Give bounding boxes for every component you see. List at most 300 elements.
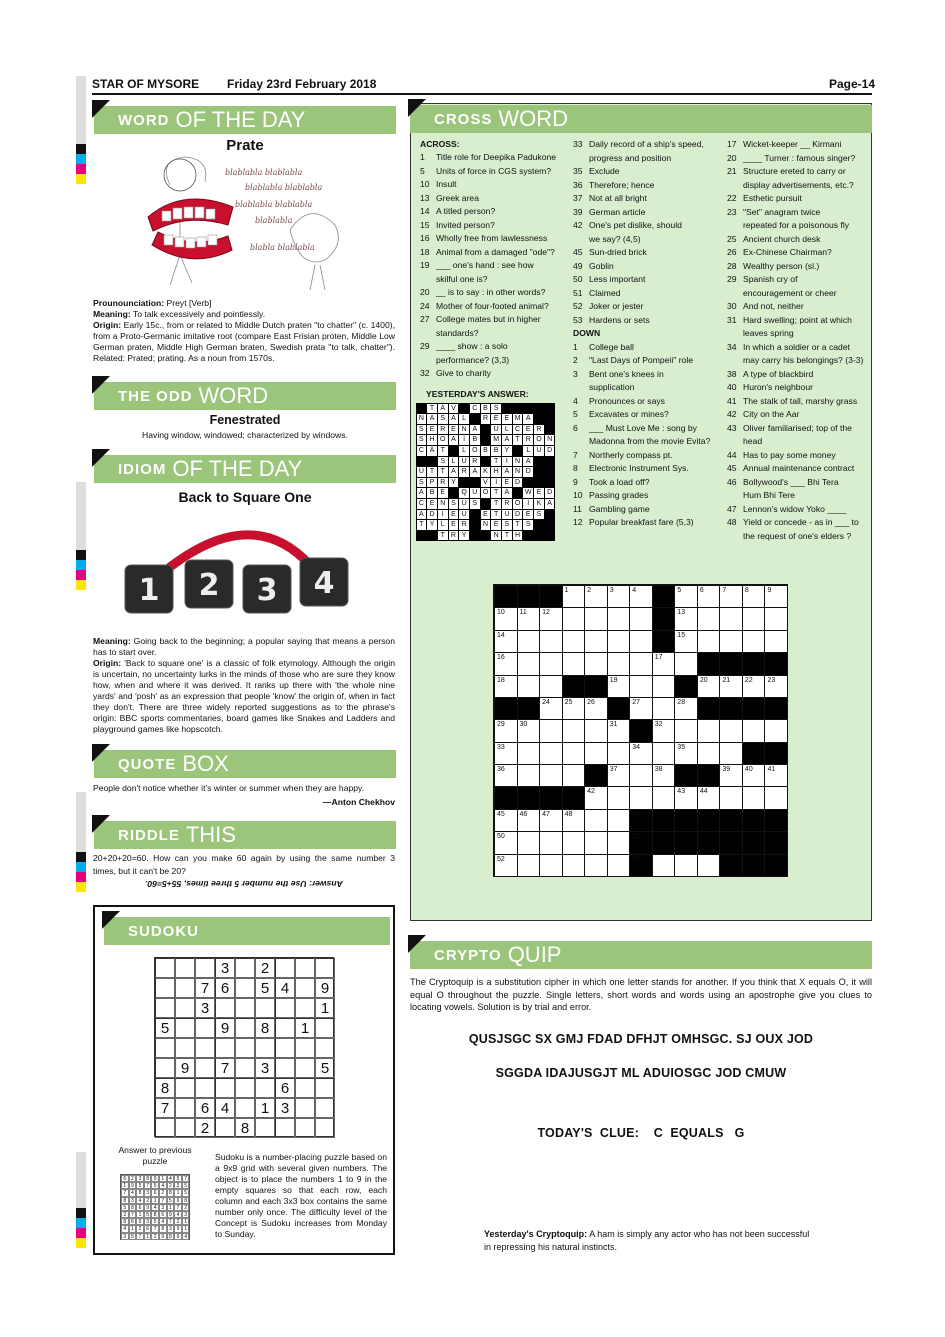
crossword-cell[interactable] (607, 854, 631, 877)
sudoku-previous-cell: 1 (182, 1218, 190, 1225)
sudoku-cell[interactable]: 5 (255, 978, 275, 998)
sudoku-cell[interactable] (195, 1018, 215, 1038)
crossword-cell[interactable]: 15 (674, 630, 698, 653)
sudoku-cell[interactable] (295, 1078, 315, 1098)
crossword-cell[interactable]: 21 (719, 675, 743, 698)
yesterday-cell (534, 414, 544, 424)
crossword-grid (493, 584, 788, 877)
sudoku-cell[interactable] (275, 998, 295, 1018)
crossword-cell[interactable] (517, 652, 541, 675)
corner-mark (92, 449, 110, 467)
crossword-cell[interactable]: 32 (652, 719, 676, 742)
crossword-cell[interactable]: 38 (652, 764, 676, 787)
registration-mark (76, 1228, 86, 1238)
yesterday-cell: T (491, 499, 501, 509)
sudoku-cell[interactable]: 1 (295, 1018, 315, 1038)
sudoku-cell[interactable] (215, 1038, 235, 1058)
crossword-clue: 33 Daily record of a ship's speed, (573, 139, 704, 149)
crossword-cell[interactable] (719, 786, 743, 809)
yesterday-cell: A (427, 446, 437, 456)
crossword-cell[interactable] (517, 831, 541, 854)
crossword-cell[interactable] (539, 742, 563, 765)
sudoku-previous-cell: 3 (182, 1211, 190, 1218)
sudoku-cell[interactable]: 1 (315, 998, 335, 1018)
sudoku-cell[interactable] (235, 998, 255, 1018)
sudoku-cell[interactable] (255, 1038, 275, 1058)
crossword-block (742, 831, 766, 854)
crossword-clue: 45 Annual maintenance contract (727, 463, 855, 473)
crossword-cell[interactable] (652, 675, 676, 698)
crossword-title: CROSS WORD (410, 105, 872, 133)
crossword-clue: 19 ___ one's hand : see how (420, 260, 534, 270)
crossword-cell[interactable] (764, 607, 788, 630)
crossword-cell[interactable]: 6 (697, 585, 721, 608)
crossword-cell[interactable] (584, 854, 608, 877)
crossword-clue: 29 ____ show : a solo (420, 341, 508, 351)
crossword-cell[interactable] (584, 607, 608, 630)
crossword-cell[interactable] (562, 854, 586, 877)
crossword-cell[interactable]: 52 (494, 854, 518, 877)
crossword-cell[interactable] (539, 764, 563, 787)
sudoku-cell[interactable] (255, 1118, 275, 1138)
sudoku-cell[interactable]: 2 (255, 958, 275, 978)
crossword-cell[interactable] (562, 652, 586, 675)
crossword-block (674, 809, 698, 832)
registration-strip (76, 1152, 86, 1208)
crossword-cell[interactable] (652, 786, 676, 809)
sudoku-cell[interactable] (275, 1018, 295, 1038)
sudoku-previous-cell: 5 (167, 1197, 175, 1204)
sudoku-cell[interactable] (295, 1118, 315, 1138)
crossword-cell[interactable]: 1 (562, 585, 586, 608)
crossword-cell[interactable] (742, 786, 766, 809)
crossword-cell[interactable]: 17 (652, 652, 676, 675)
crossword-cell[interactable] (629, 652, 653, 675)
yesterday-cell: R (470, 457, 480, 467)
sudoku-cell[interactable]: 6 (195, 1098, 215, 1118)
sudoku-cell[interactable] (175, 1098, 195, 1118)
crossword-cell[interactable] (539, 719, 563, 742)
sudoku-cell[interactable] (235, 1058, 255, 1078)
crossword-cell[interactable]: 9 (764, 585, 788, 608)
crossword-cell[interactable]: 41 (764, 764, 788, 787)
sudoku-cell[interactable] (255, 1078, 275, 1098)
sudoku-cell[interactable] (275, 1038, 295, 1058)
sudoku-cell[interactable] (215, 1078, 235, 1098)
sudoku-cell[interactable] (255, 998, 275, 1018)
yesterday-cell: M (514, 415, 521, 423)
sudoku-cell[interactable]: 7 (155, 1098, 175, 1118)
sudoku-cell[interactable]: 5 (155, 1018, 175, 1038)
crossword-cell[interactable] (584, 742, 608, 765)
crossword-cell[interactable]: 40 (742, 764, 766, 787)
crossword-cell[interactable] (607, 652, 631, 675)
crossword-cell[interactable] (607, 742, 631, 765)
crossword-cell[interactable]: 48 (562, 809, 586, 832)
crossword-cell[interactable] (652, 697, 676, 720)
crossword-cell[interactable]: 18 (494, 675, 518, 698)
crossword-cell[interactable]: 20 (697, 675, 721, 698)
sudoku-previous-cell: 6 (129, 1218, 137, 1225)
sudoku-cell[interactable]: 1 (255, 1098, 275, 1118)
crossword-cell[interactable] (764, 630, 788, 653)
crossword-clue: 30 And not, neither (727, 301, 804, 311)
crossword-cell[interactable]: 43 (674, 786, 698, 809)
crossword-cell[interactable]: 16 (494, 652, 518, 675)
yesterday-cell: T (438, 446, 448, 456)
sudoku-cell[interactable] (235, 978, 255, 998)
crossword-cell[interactable] (697, 630, 721, 653)
sudoku-cell[interactable] (155, 1038, 175, 1058)
sudoku-cell[interactable] (215, 998, 235, 1018)
crossword-clue: 22 Esthetic pursuit (727, 193, 802, 203)
sudoku-previous-cell: 8 (167, 1189, 175, 1196)
crossword-cell[interactable] (517, 675, 541, 698)
sudoku-previous-cell: 5 (174, 1175, 182, 1182)
yesterday-cell: R (438, 478, 448, 488)
sudoku-cell[interactable] (175, 1078, 195, 1098)
sudoku-cell[interactable]: 6 (215, 978, 235, 998)
sudoku-cell[interactable] (195, 958, 215, 978)
yesterday-cell: U (459, 499, 469, 509)
sudoku-cell[interactable]: 5 (315, 1058, 335, 1078)
crossword-cell[interactable]: 8 (742, 585, 766, 608)
page-number: Page-14 (828, 77, 875, 91)
crossword-cell[interactable] (562, 607, 586, 630)
crossword-cell[interactable] (584, 719, 608, 742)
sudoku-cell[interactable] (275, 958, 295, 978)
crossword-block (764, 854, 788, 877)
yesterday-cell: O (481, 488, 491, 498)
crossword-cell[interactable] (562, 764, 586, 787)
across-down-clues (573, 138, 715, 530)
sudoku-cell[interactable] (195, 1078, 215, 1098)
sudoku-cell[interactable] (295, 1038, 315, 1058)
yesterday-cell: I (438, 510, 448, 520)
sudoku-previous-cell: 4 (151, 1204, 159, 1211)
sudoku-cell[interactable] (175, 1038, 195, 1058)
sudoku-previous-cell: 4 (167, 1175, 175, 1182)
crossword-cell[interactable] (584, 809, 608, 832)
sudoku-cell[interactable] (315, 1098, 335, 1118)
crossword-clue: DOWN (573, 328, 601, 338)
yesterday-cell: E (438, 488, 448, 498)
sudoku-previous-cell: 6 (121, 1175, 129, 1182)
crossword-cell[interactable] (629, 675, 653, 698)
crossword-cell[interactable] (584, 831, 608, 854)
crossword-cell[interactable]: 47 (539, 809, 563, 832)
sudoku-cell[interactable] (195, 1038, 215, 1058)
crossword-cell[interactable]: 30 (517, 719, 541, 742)
tile-1: 1 (138, 573, 160, 608)
crossword-cell[interactable] (539, 652, 563, 675)
yesterday-cell (545, 531, 555, 541)
crossword-cell[interactable] (719, 742, 743, 765)
crossword-block (697, 697, 721, 720)
crossword-cell[interactable] (607, 630, 631, 653)
crossword-cell[interactable] (674, 719, 698, 742)
yesterday-cell: Y (449, 478, 459, 488)
cryptoquip-line-2: SGGDA IDAJUSGJT ML ADUIOSGC JOD CMUW (495, 1066, 787, 1080)
crossword-clue: Hum Bhi Tere (743, 490, 795, 500)
crossword-cell[interactable] (652, 742, 676, 765)
sudoku-previous-grid (120, 1174, 190, 1240)
sudoku-cell[interactable] (155, 1118, 175, 1138)
crossword-cell[interactable]: 2 (584, 585, 608, 608)
crossword-cell[interactable]: 25 (562, 697, 586, 720)
crossword-cell[interactable] (517, 854, 541, 877)
yesterday-cell: N (513, 467, 523, 477)
crossword-cell[interactable] (607, 809, 631, 832)
sudoku-cell[interactable] (315, 1038, 335, 1058)
sudoku-previous-cell: 1 (144, 1233, 152, 1240)
sudoku-previous-cell: 3 (167, 1225, 175, 1232)
crossword-cell[interactable] (539, 630, 563, 653)
crossword-cell[interactable] (607, 831, 631, 854)
crossword-cell[interactable] (607, 786, 631, 809)
crossword-cell[interactable]: 26 (584, 697, 608, 720)
crossword-cell[interactable] (517, 764, 541, 787)
crossword-cell[interactable] (584, 630, 608, 653)
sudoku-cell[interactable] (155, 978, 175, 998)
yesterday-cell: O (534, 435, 544, 445)
sudoku-cell[interactable] (155, 958, 175, 978)
sudoku-cell[interactable] (235, 1038, 255, 1058)
crossword-block (652, 831, 676, 854)
sudoku-cell[interactable]: 6 (275, 1078, 295, 1098)
crossword-cell[interactable]: 36 (494, 764, 518, 787)
crossword-cell[interactable]: 12 (539, 607, 563, 630)
crossword-block (517, 585, 541, 608)
sudoku-cell[interactable] (175, 1118, 195, 1138)
crossword-cell[interactable] (764, 786, 788, 809)
crossword-cell[interactable] (517, 630, 541, 653)
crossword-cell[interactable]: 35 (674, 742, 698, 765)
crossword-cell[interactable]: 33 (494, 742, 518, 765)
crossword-cell[interactable]: 3 (607, 585, 631, 608)
yesterday-cell: T (513, 435, 523, 445)
sudoku-previous-cell: 1 (174, 1189, 182, 1196)
sudoku-cell[interactable] (295, 998, 315, 1018)
sudoku-cell[interactable] (295, 1058, 315, 1078)
sudoku-cell[interactable]: 4 (275, 978, 295, 998)
yesterday-cell: M (493, 436, 500, 444)
sudoku-cell[interactable]: 8 (155, 1078, 175, 1098)
crossword-block (562, 786, 586, 809)
square-one-illustration (115, 510, 365, 630)
crossword-cell[interactable] (607, 607, 631, 630)
crossword-cell[interactable] (584, 652, 608, 675)
crossword-cell[interactable] (674, 854, 698, 877)
sudoku-cell[interactable] (295, 978, 315, 998)
crossword-cell[interactable] (697, 854, 721, 877)
crossword-cell[interactable] (629, 630, 653, 653)
sudoku-cell[interactable] (235, 1098, 255, 1118)
sudoku-cell[interactable]: 9 (175, 1058, 195, 1078)
sudoku-cell[interactable] (155, 998, 175, 1018)
crossword-cell[interactable]: 31 (607, 719, 631, 742)
yesterday-cell: S (417, 425, 427, 435)
sudoku-cell[interactable]: 4 (215, 1098, 235, 1118)
yesterday-cell: D (513, 478, 523, 488)
sudoku-cell[interactable]: 7 (215, 1058, 235, 1078)
crossword-cell[interactable]: 28 (674, 697, 698, 720)
crossword-cell[interactable]: 34 (629, 742, 653, 765)
yesterday-cell: A (545, 499, 555, 509)
sudoku-cell[interactable] (315, 1118, 335, 1138)
yesterday-cell: E (534, 488, 544, 498)
crossword-cell[interactable] (539, 675, 563, 698)
crossword-cell[interactable] (539, 854, 563, 877)
sudoku-previous-cell: 3 (136, 1175, 144, 1182)
yesterday-cell: R (449, 531, 459, 541)
sudoku-cell[interactable]: 3 (215, 958, 235, 978)
crossword-cell[interactable] (719, 630, 743, 653)
crossword-cell[interactable] (629, 607, 653, 630)
svg-text:blablabla: blablabla (255, 216, 293, 225)
crossword-cell[interactable] (652, 854, 676, 877)
crossword-block (764, 831, 788, 854)
crossword-cell[interactable] (697, 742, 721, 765)
crossword-cell[interactable] (742, 607, 766, 630)
sudoku-cell[interactable] (235, 958, 255, 978)
crossword-cell[interactable] (697, 719, 721, 742)
crossword-clue: progress and position (589, 152, 672, 163)
crossword-cell[interactable]: 37 (607, 764, 631, 787)
sudoku-cell[interactable]: 3 (195, 998, 215, 1018)
crossword-cell[interactable] (539, 831, 563, 854)
crossword-clue: 6 ___ Must Love Me : song by (573, 422, 697, 433)
yesterday-cell: C (513, 425, 523, 435)
registration-mark (76, 560, 86, 570)
crossword-cell[interactable]: 22 (742, 675, 766, 698)
registration-strip (76, 792, 86, 852)
tile-3: 3 (256, 573, 278, 608)
crossword-cell[interactable]: 4 (629, 585, 653, 608)
sudoku-cell[interactable] (235, 1078, 255, 1098)
sudoku-cell[interactable] (175, 998, 195, 1018)
sudoku-cell[interactable]: 9 (215, 1018, 235, 1038)
yesterday-cell: A (449, 435, 459, 445)
crossword-cell[interactable] (562, 719, 586, 742)
crossword-cell[interactable] (674, 652, 698, 675)
sudoku-previous-cell: 6 (174, 1233, 182, 1240)
sudoku-cell[interactable]: 3 (275, 1098, 295, 1118)
sudoku-previous-cell: 2 (167, 1182, 175, 1189)
crossword-cell[interactable]: 11 (517, 607, 541, 630)
crossword-cell[interactable] (562, 742, 586, 765)
sudoku-previous-cell: 8 (182, 1197, 190, 1204)
crossword-cell[interactable] (719, 607, 743, 630)
sudoku-previous-cell: 2 (182, 1204, 190, 1211)
sudoku-previous-cell: 1 (136, 1211, 144, 1218)
yesterday-cell (481, 531, 491, 541)
crossword-clue: 47 Lennon's widow Yoko ____ (727, 503, 847, 514)
sudoku-cell[interactable]: 9 (315, 978, 335, 998)
sudoku-cell[interactable]: 8 (255, 1018, 275, 1038)
yesterday-cell (481, 425, 491, 435)
yesterday-cell (545, 425, 555, 435)
sudoku-cell[interactable] (295, 958, 315, 978)
crossword-cell[interactable]: 23 (764, 675, 788, 698)
sudoku-cell[interactable] (155, 1058, 175, 1078)
sudoku-cell[interactable] (315, 958, 335, 978)
yesterday-cell: C (417, 446, 427, 456)
yesterday-cell: U (417, 467, 427, 477)
crossword-cell[interactable] (697, 607, 721, 630)
sudoku-cell[interactable]: 3 (255, 1058, 275, 1078)
crossword-cell[interactable]: 10 (494, 607, 518, 630)
sudoku-cell[interactable]: 8 (235, 1118, 255, 1138)
sudoku-cell[interactable] (315, 1018, 335, 1038)
crossword-cell[interactable]: 5 (674, 585, 698, 608)
odd-word-word: Fenestrated (209, 413, 281, 427)
crossword-cell[interactable] (629, 786, 653, 809)
sudoku-cell[interactable] (275, 1118, 295, 1138)
sudoku-cell[interactable] (175, 978, 195, 998)
crossword-cell[interactable] (629, 764, 653, 787)
sudoku-cell[interactable] (175, 1018, 195, 1038)
crossword-cell[interactable]: 50 (494, 831, 518, 854)
crossword-cell[interactable]: 24 (539, 697, 563, 720)
sudoku-cell[interactable] (275, 1058, 295, 1078)
crossword-cell[interactable]: 45 (494, 809, 518, 832)
sudoku-previous-cell: 9 (129, 1182, 137, 1189)
crossword-cell[interactable]: 19 (607, 675, 631, 698)
yesterday-cell: A (449, 414, 459, 424)
crossword-cell[interactable] (742, 719, 766, 742)
crossword-cell[interactable] (562, 831, 586, 854)
corner-mark (92, 815, 110, 833)
crossword-cell[interactable]: 39 (719, 764, 743, 787)
sudoku-previous-cell: 7 (151, 1225, 159, 1232)
crossword-cell[interactable]: 14 (494, 630, 518, 653)
sudoku-previous-cell: 4 (129, 1189, 137, 1196)
registration-mark (76, 550, 86, 560)
sudoku-previous-cell: 9 (136, 1218, 144, 1225)
sudoku-cell[interactable]: 7 (195, 978, 215, 998)
crossword-clue: may carry his belongings? (3-3) (743, 355, 864, 365)
yesterday-cell (481, 457, 491, 467)
crossword-clue: Madonna from the movie Evita? (589, 436, 711, 446)
crossword-clue: 34 In which a soldier or a cadet (727, 341, 851, 352)
crossword-cell[interactable] (719, 719, 743, 742)
sudoku-cell[interactable] (175, 958, 195, 978)
crossword-cell[interactable]: 42 (584, 786, 608, 809)
crossword-cell[interactable]: 27 (629, 697, 653, 720)
crossword-cell[interactable] (562, 630, 586, 653)
sudoku-cell[interactable]: 2 (195, 1118, 215, 1138)
sudoku-cell[interactable] (195, 1058, 215, 1078)
yesterday-cell: E (449, 425, 459, 435)
crossword-clue: skilful one is? (436, 273, 488, 284)
crossword-cell[interactable] (742, 630, 766, 653)
yesterday-cell: L (449, 457, 459, 467)
sudoku-cell[interactable] (235, 1018, 255, 1038)
yesterday-cell: Q (459, 488, 469, 498)
sudoku-cell[interactable] (215, 1118, 235, 1138)
crossword-cell[interactable]: 13 (674, 607, 698, 630)
sudoku-cell[interactable] (315, 1078, 335, 1098)
crossword-cell[interactable]: 29 (494, 719, 518, 742)
crossword-cell[interactable] (764, 719, 788, 742)
crossword-cell[interactable]: 46 (517, 809, 541, 832)
crossword-cell[interactable]: 44 (697, 786, 721, 809)
crossword-cell[interactable]: 7 (719, 585, 743, 608)
sudoku-cell[interactable] (295, 1098, 315, 1118)
crossword-cell[interactable] (517, 742, 541, 765)
crossword-clue: the request of one's elders ? (743, 530, 852, 541)
